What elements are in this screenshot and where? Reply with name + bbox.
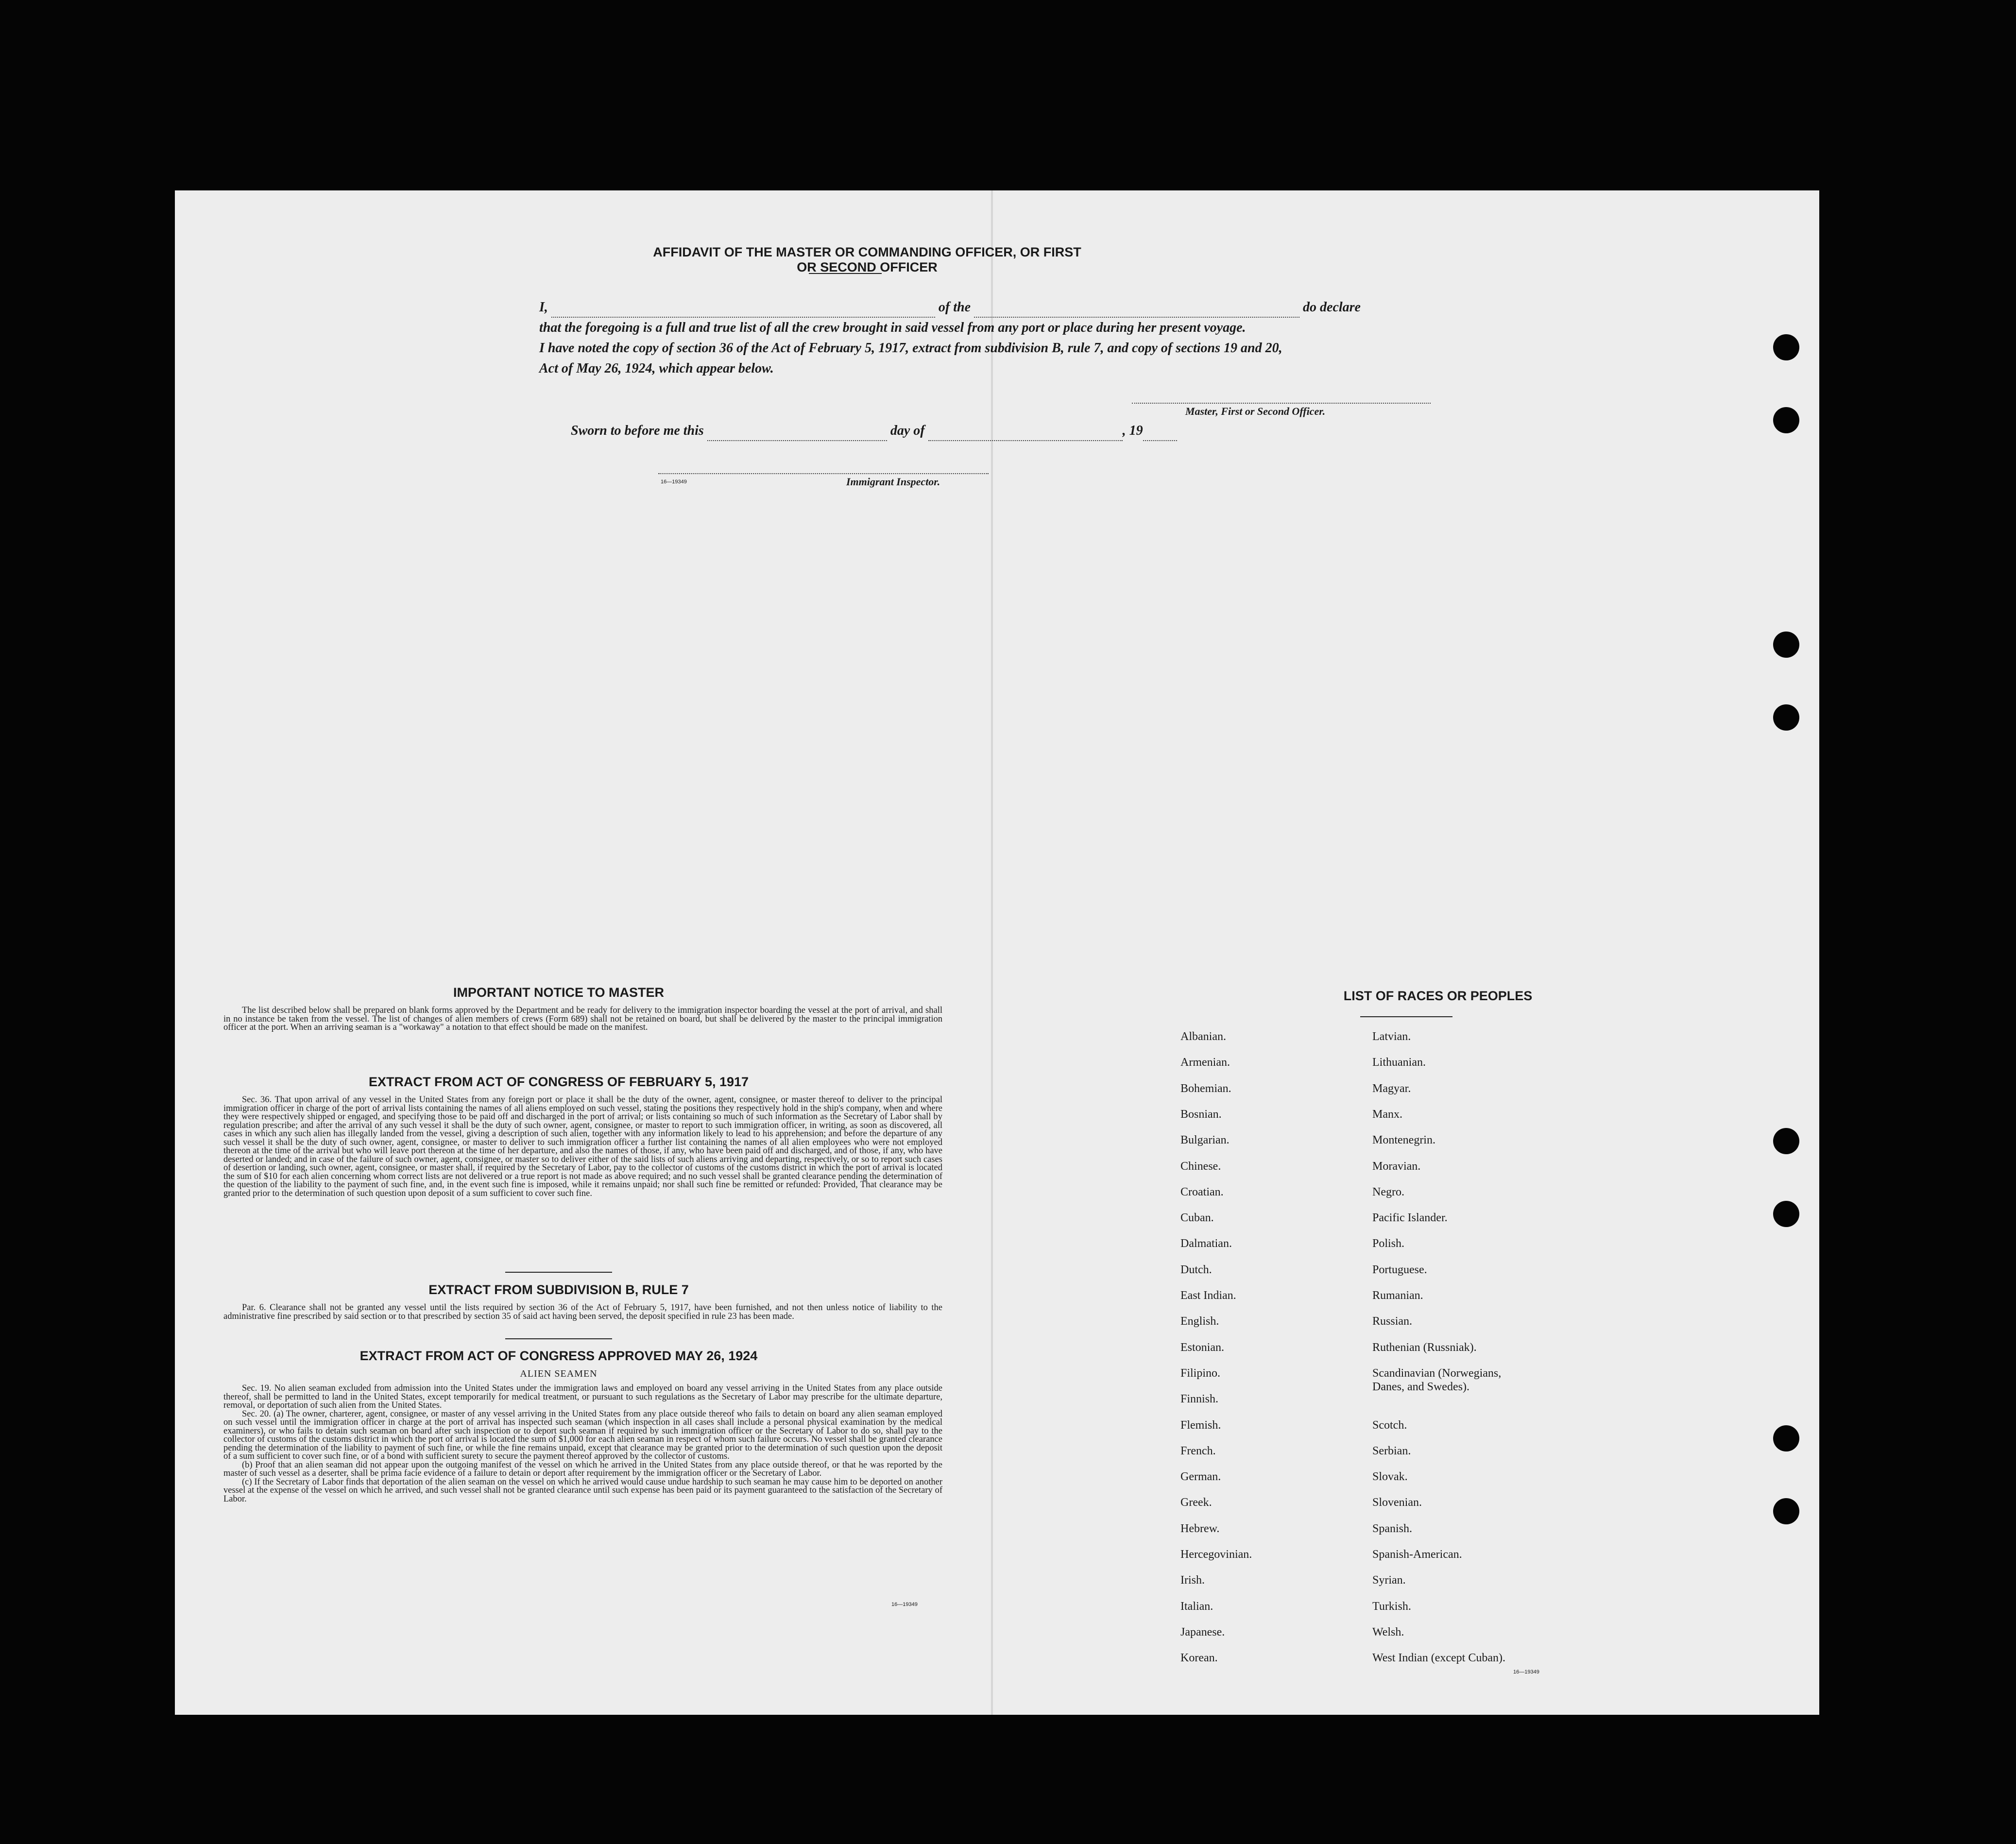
race-item: Bohemian. — [1180, 1082, 1231, 1095]
race-item: Magyar. — [1372, 1082, 1411, 1095]
race-item: Manx. — [1372, 1108, 1402, 1121]
race-item: Cuban. — [1180, 1212, 1214, 1224]
race-item: Pacific Islander. — [1372, 1212, 1448, 1224]
master-signature-label: Master, First or Second Officer. — [1185, 405, 1326, 417]
race-item: Portuguese. — [1372, 1263, 1427, 1276]
affidavit-line-4: Act of May 26, 1924, which appear below. — [539, 361, 774, 376]
sec20c-paragraph: (c) If the Secretary of Labor finds that deportation of the alien seaman on the vessel on which he arrived would cause undue hardship to such seaman he may cause him to be deported on another vessel at the expense of the vessel on which he arrived, and such vessel shall not be granted clearance until such expense has been paid or its payment guaranteed to the satisfaction of the Secretary of Labor. — [223, 1477, 942, 1504]
race-item: German. — [1180, 1470, 1221, 1483]
section-rule — [505, 1272, 612, 1273]
race-item: Welsh. — [1372, 1626, 1404, 1639]
punch-hole — [1773, 632, 1799, 658]
i-label: I, — [539, 300, 548, 315]
race-item: Bosnian. — [1180, 1108, 1222, 1121]
race-item: Turkish. — [1372, 1600, 1411, 1613]
sworn-date-blank[interactable] — [707, 440, 887, 441]
alien-seamen-subtitle: ALIEN SEAMEN — [520, 1368, 598, 1379]
race-item: Polish. — [1372, 1237, 1405, 1250]
document-sheet — [175, 190, 1819, 1715]
notice-title: IMPORTANT NOTICE TO MASTER — [453, 985, 664, 1000]
race-item: Greek. — [1180, 1496, 1212, 1509]
page-fold — [991, 190, 993, 1715]
race-item: Slovak. — [1372, 1470, 1408, 1483]
punch-hole — [1773, 704, 1799, 731]
form-code: 16—19349 — [661, 479, 687, 485]
race-item: Bulgarian. — [1180, 1134, 1230, 1146]
affidavit-title: AFFIDAVIT OF THE MASTER OR COMMANDING OFFICER, OR FIRST OR SECOND OFFICER — [653, 245, 1081, 274]
race-item: Scandinavian (Norwegians, Danes, and Swedes). — [1372, 1367, 1502, 1393]
race-item: West Indian (except Cuban). — [1372, 1652, 1505, 1664]
punch-hole — [1773, 1128, 1799, 1154]
race-item: Filipino. — [1180, 1367, 1221, 1380]
punch-hole — [1773, 334, 1799, 360]
race-item: Croatian. — [1180, 1186, 1224, 1198]
race-item: Serbian. — [1372, 1445, 1411, 1457]
race-item: Chinese. — [1180, 1160, 1221, 1173]
affidavit-line-3: I have noted the copy of section 36 of the Act of February 5, 1917, extract from subdivision B, rule 7, and copy of sections 19 and 20, — [539, 341, 1282, 356]
master-signature-line[interactable] — [1132, 403, 1431, 404]
rule7-title: EXTRACT FROM SUBDIVISION B, RULE 7 — [428, 1282, 689, 1297]
race-item: Spanish. — [1372, 1522, 1413, 1535]
race-item: Albanian. — [1180, 1030, 1226, 1043]
punch-hole — [1773, 1498, 1799, 1524]
sec19-paragraph: Sec. 19. No alien seaman excluded from admission into the United States under the immigration laws and employed on board any vessel arriving in the United States from any place outside thereof, shall be permitted to land in the United States, except temporarily for medical treatment, or pursuant to such regulations as the Secretary of Labor may prescribe for the ultimate departure, removal, or deportation of such alien from the United States. — [223, 1383, 942, 1410]
section-rule — [505, 1338, 612, 1339]
extract-1924-title: EXTRACT FROM ACT OF CONGRESS APPROVED MAY 26, 1924 — [359, 1349, 758, 1363]
title-rule — [809, 273, 882, 274]
sec20b-paragraph: (b) Proof that an alien seaman did not appear upon the outgoing manifest of the vessel on which he arrived in the United States from any place outside thereof, or that he was reported by the master of such vessel as a deserter, shall be prima facie evidence of a failure to detain or deport after requirement by the immigration officer or the Secretary of Labor. — [223, 1460, 942, 1478]
race-item: Hercegovinian. — [1180, 1548, 1252, 1561]
race-item: Negro. — [1372, 1186, 1404, 1198]
day-of-label: day of — [890, 423, 925, 438]
form-code: 16—19349 — [1513, 1669, 1539, 1675]
sworn-year-blank[interactable] — [1143, 440, 1177, 441]
rule7-text — [223, 1304, 942, 1321]
of-the-label: of the — [938, 300, 971, 315]
race-item: Russian. — [1372, 1315, 1413, 1328]
race-item: Dutch. — [1180, 1263, 1212, 1276]
race-item: Flemish. — [1180, 1419, 1221, 1432]
race-item: Scotch. — [1372, 1419, 1407, 1432]
race-item: East Indian. — [1180, 1289, 1236, 1302]
race-item: French. — [1180, 1445, 1216, 1457]
races-rule — [1360, 1016, 1452, 1017]
sworn-month-blank[interactable] — [928, 440, 1123, 441]
year-label: , 19 — [1122, 423, 1143, 438]
sworn-label: Sworn to before me this — [571, 423, 704, 438]
race-item: Ruthenian (Russniak). — [1372, 1341, 1477, 1354]
sworn-line — [571, 421, 1518, 441]
race-item: Lithuanian. — [1372, 1056, 1426, 1069]
race-item: Rumanian. — [1372, 1289, 1423, 1302]
race-item: Montenegrin. — [1372, 1134, 1435, 1146]
race-item: Latvian. — [1372, 1030, 1411, 1043]
notice-text — [223, 1007, 942, 1032]
extract-1917-text — [223, 1096, 942, 1198]
sec20a-paragraph: Sec. 20. (a) The owner, charterer, agent, consignee, or master of any vessel arriving in the United States from any place outside thereof who fails to detain on board any alien seaman employed on such vessel until the immigration officer in charge at the port of arrival has inspected such seaman (which inspection in all cases shall include a personal physical examination by the medical examiners), or who fails to detain such seaman on board after such inspection or to deport such seaman if required by such immigration officer or the Secretary of Labor to do so, shall pay to the collector of customs of the customs district in which the port of arrival is located the sum of $1,000 for each alien seaman in respect of whom such failure occurs. No vessel shall be granted clearance pending the determination of the liability to payment of such fine, or while the fine remains unpaid, except that clearance may be granted prior to the determination of such question upon the deposit of a sum sufficient to cover such fine, or of a bond with sufficient surety to secure the payment thereof approved by the collector of customs. — [223, 1409, 942, 1461]
notice-paragraph: The list described below shall be prepared on blank forms approved by the Department and be ready for delivery to the immigration inspector boarding the vessel at the port of arrival, and shall in no instance be taken from the vessel. The list of changes of alien members of crews (Form 689) shall not be retained on board, but shall be delivered by the master to the principal immigration officer at the port. When an arriving seaman is a "workaway" a notation to that effect should be made on the manifest. — [223, 1006, 942, 1032]
race-item: English. — [1180, 1315, 1219, 1328]
race-item: Japanese. — [1180, 1626, 1225, 1639]
race-item: Armenian. — [1180, 1056, 1230, 1069]
inspector-signature-line[interactable] — [658, 473, 989, 474]
race-item: Moravian. — [1372, 1160, 1421, 1173]
do-declare-label: do declare — [1303, 300, 1361, 315]
punch-hole — [1773, 1201, 1799, 1227]
section-36-paragraph: Sec. 36. That upon arrival of any vessel in the United States from any foreign port or place it shall be the duty of the owner, agent, consignee, or master thereof to deliver to the principal immigration officer in charge of the port of arrival lists containing the names of all aliens employed on such vessel, stating the positions they respectively hold in the ship's company, when and where they were respectively shipped or engaged, and specifying those to be paid off and discharged in the port of arrival; or lists containing so much of such information as the Secretary of Labor shall by regulation prescribe; and after the arrival of any such vessel it shall be the duty of such owner, agent, consignee, or master to report to such immigration officer, in writing, as soon as discovered, all cases in which any such alien has illegally landed from the vessel, giving a description of such alien, together with any information likely to lead to his apprehension; and before the departure of any such vessel it shall be the duty of such owner, agent, consignee, or master to deliver to such immigration officer a further list containing the names of all alien employees who were not employed thereon at the time of the arrival but who will leave port thereon at the time of her departure, and also the names of those, if any, who have been paid off and discharged, and of those, if any, who have deserted or landed; and in case of the failure of such owner, agent, consignee, or master so to deliver either of the said lists of such aliens arriving and departing, respectively, or so to report such cases of desertion or landing, such owner, agent, consignee, or master shall, if required by the Secretary of Labor, pay to the collector of customs of the customs district in which the port of arrival is located the sum of $10 for each alien concerning whom correct lists are not delivered or a true report is not made as above required; and no such vessel shall be granted clearance pending the determination of the question of the liability to the payment of such fine, and, in the event such fine is imposed, while it remains unpaid; nor shall such fine be remitted or refunded: Provided, That clearance may be granted prior to the determination of such question upon deposit of a sum sufficient to cover such fine. — [223, 1095, 942, 1198]
inspector-label: Immigrant Inspector. — [846, 476, 940, 488]
extract-1924-text — [223, 1384, 942, 1503]
race-item: Hebrew. — [1180, 1522, 1220, 1535]
punch-hole — [1773, 407, 1799, 433]
form-code: 16—19349 — [891, 1602, 918, 1607]
affidavit-line-2: that the foregoing is a full and true list of all the crew brought in said vessel from any port or place during her present voyage. — [539, 320, 1246, 335]
race-item: Slovenian. — [1372, 1496, 1422, 1509]
extract-1917-title: EXTRACT FROM ACT OF CONGRESS OF FEBRUARY 5, 1917 — [368, 1075, 749, 1089]
race-item: Italian. — [1180, 1600, 1213, 1613]
race-item: Irish. — [1180, 1574, 1205, 1587]
punch-hole — [1773, 1425, 1799, 1451]
race-item: Syrian. — [1372, 1574, 1406, 1587]
affidavit-line-1 — [539, 297, 1486, 318]
race-item: Korean. — [1180, 1652, 1218, 1664]
race-item: Estonian. — [1180, 1341, 1224, 1354]
race-item: Dalmatian. — [1180, 1237, 1232, 1250]
race-item: Finnish. — [1180, 1393, 1219, 1405]
par6-paragraph: Par. 6. Clearance shall not be granted any vessel until the lists required by section 36 of the Act of February 5, 1917, have been furnished, and not then unless notice of liability to the administrative fine prescribed by said section or to that prescribed by section 35 of said act having been served, the deposit specified in rule 23 has been made. — [223, 1303, 942, 1321]
race-item: Spanish-American. — [1372, 1548, 1462, 1561]
races-title: LIST OF RACES OR PEOPLES — [1343, 989, 1533, 1003]
